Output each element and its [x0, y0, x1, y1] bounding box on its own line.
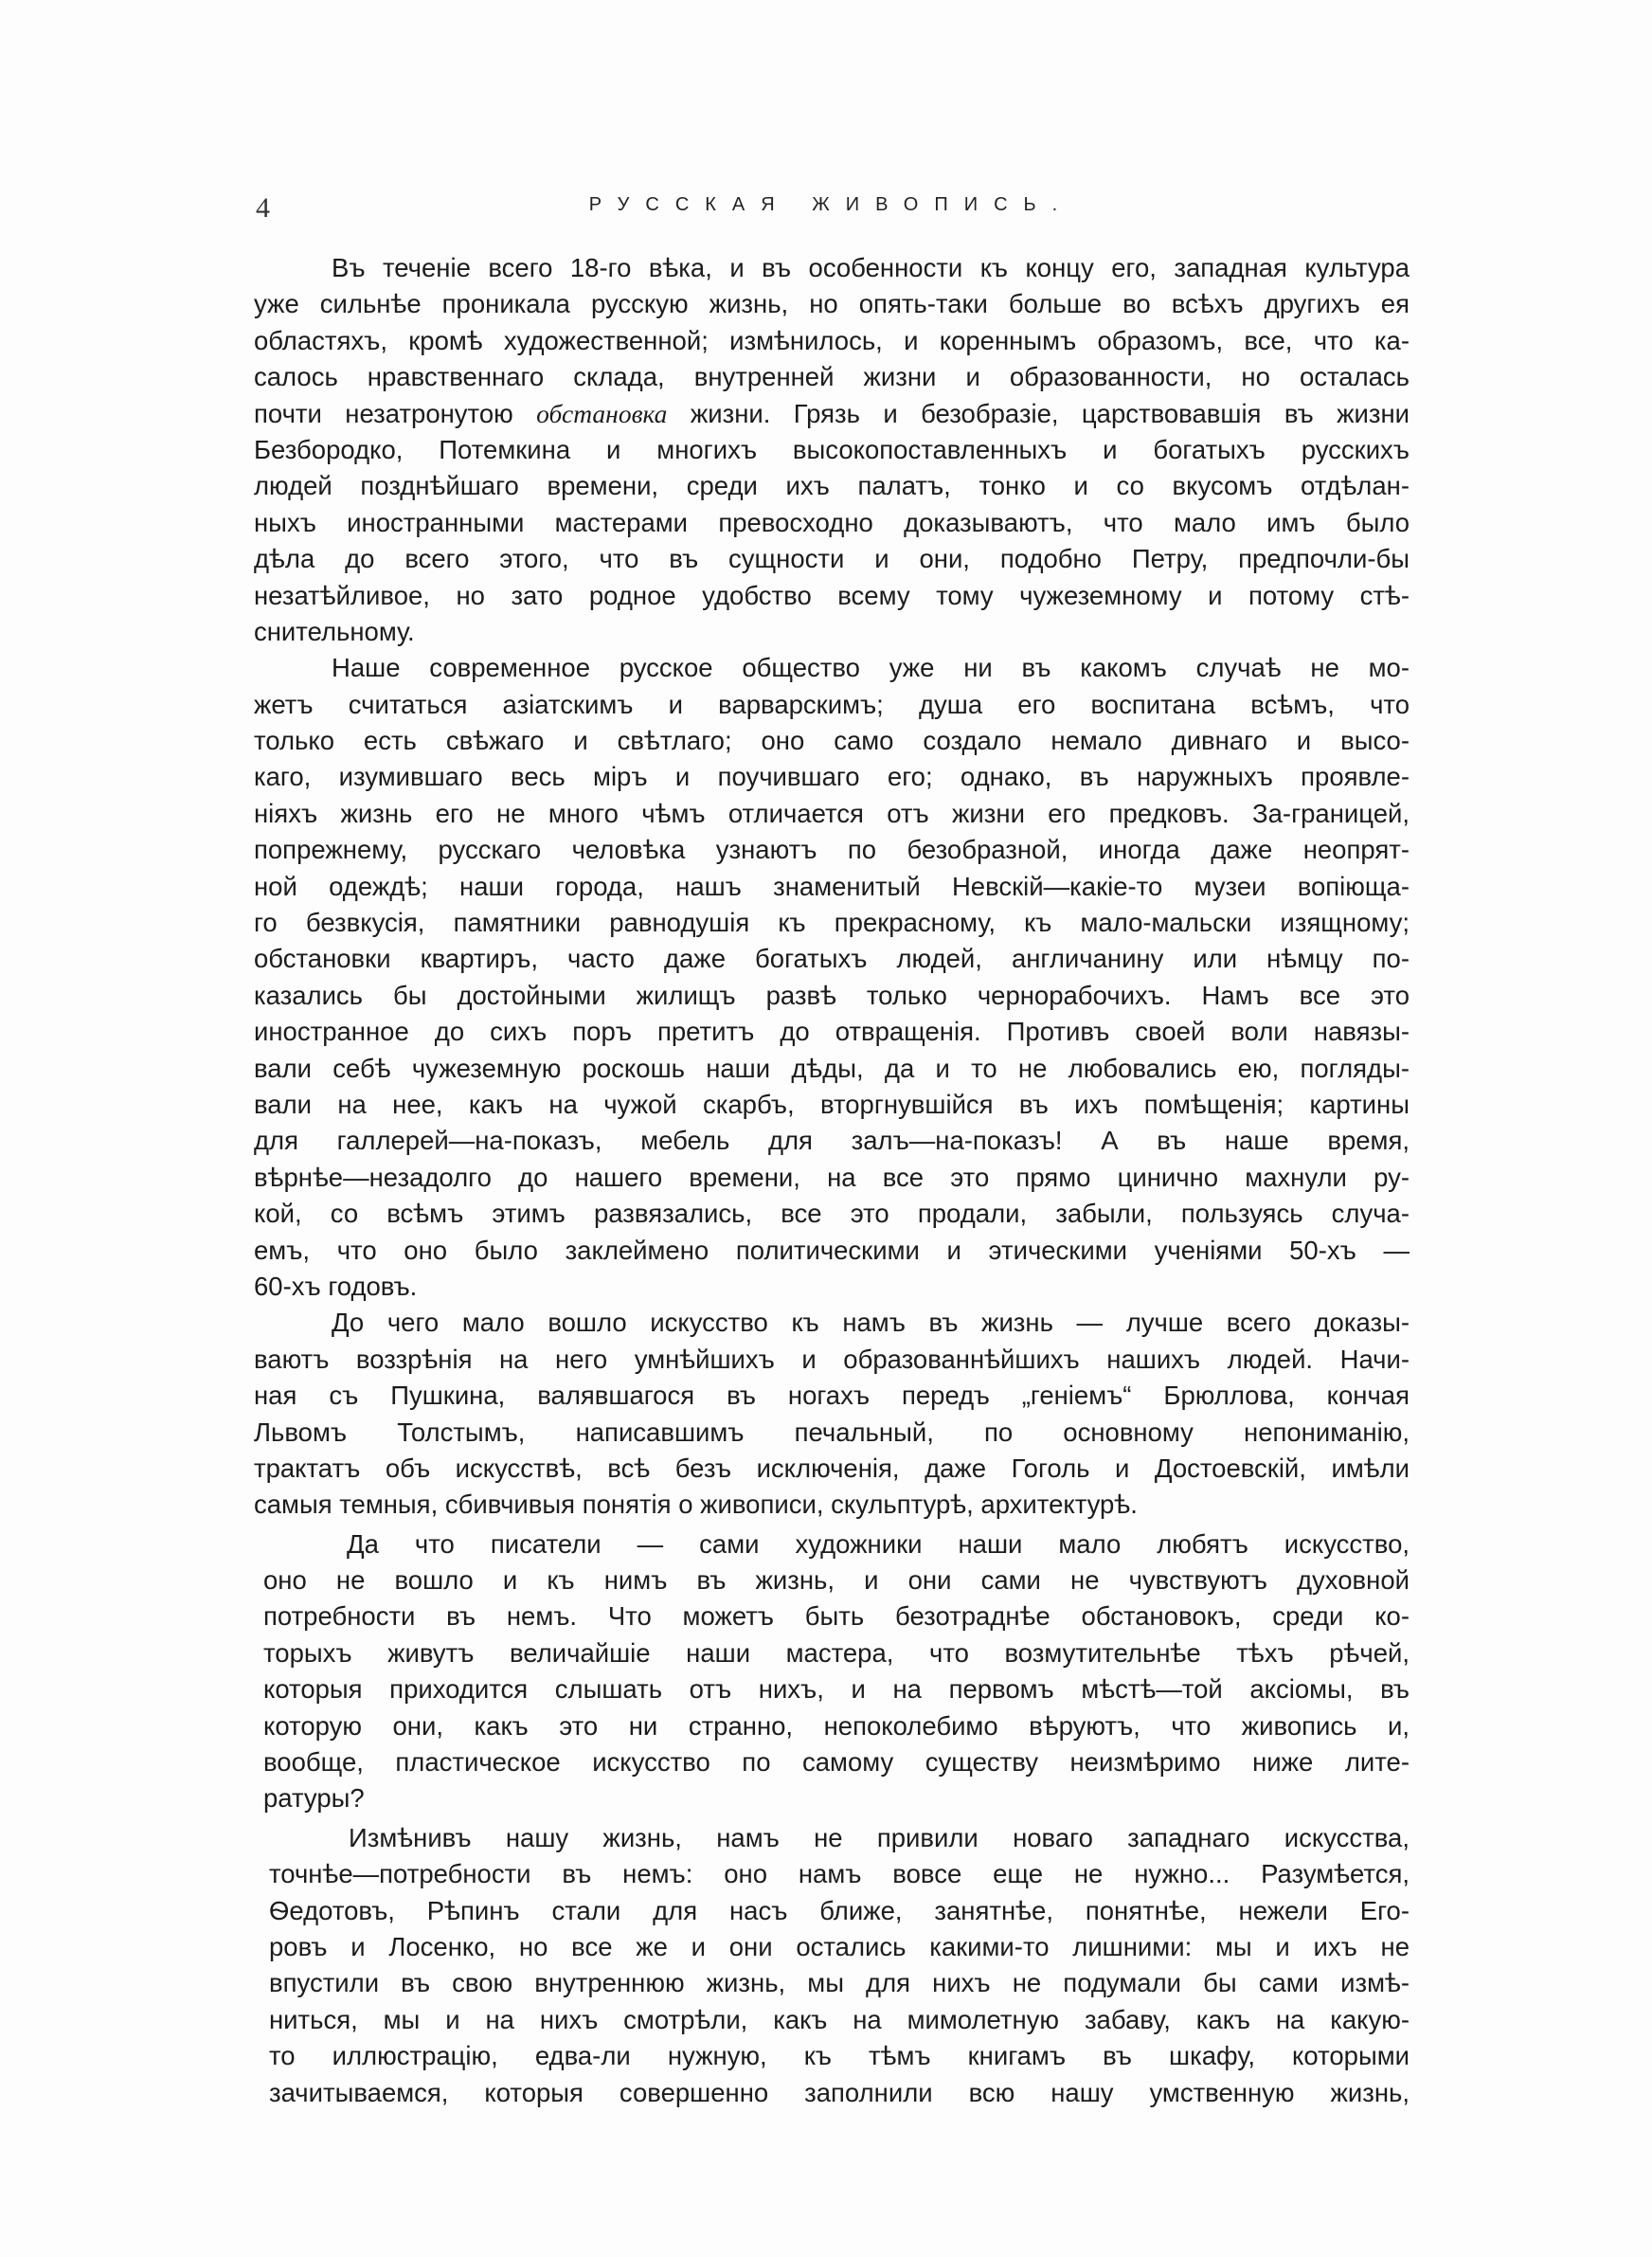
text-line: каго, изумившаго весь міръ и поучившаго его; однако, въ наружныхъ проявле- — [254, 762, 1410, 792]
text-line: вали на нее, какъ на чужой скарбъ, вторгнувшійся въ ихъ помѣщенія; картины — [254, 1089, 1410, 1119]
text-line: ныхъ иностранными мастерами превосходно доказываютъ, что мало имъ было — [254, 507, 1410, 537]
text-line: самыя темныя, сбивчивыя понятія о живописи, скульптурѣ, архитектурѣ. — [254, 1490, 1138, 1520]
text-line: только есть свѣжаго и свѣтлаго; оно само создало немало дивнаго и высо- — [254, 726, 1410, 756]
text-line: областяхъ, кромѣ художественной; измѣнилось, и кореннымъ образомъ, все, что ка- — [254, 325, 1410, 355]
paragraph-2 — [254, 650, 1410, 1305]
text-line: Въ теченіе всего 18-го вѣка, и въ особенности къ концу его, западная культура — [332, 253, 1410, 282]
text-line: торыхъ живутъ величайшіе наши мастера, что возмутительнѣе тѣхъ рѣчей, — [263, 1637, 1410, 1668]
text-line: Ѳедотовъ, Рѣпинъ стали для насъ ближе, занятнѣе, понятнѣе, нежели Его- — [269, 1895, 1410, 1925]
body-text — [254, 250, 1410, 2111]
text-line: оно не вошло и къ нимъ въ жизнь, и они сами не чувствуютъ духовной — [263, 1565, 1410, 1596]
text-line: ной одеждѣ; наши города, нашъ знаменитый Невскій—какіе-то музеи вопіюща- — [254, 871, 1410, 901]
paragraph-5 — [254, 1820, 1410, 2111]
text-line: снительному. — [254, 616, 415, 646]
text-line: ратуры? — [263, 1783, 365, 1814]
text-line: потребности въ немъ. Что можетъ быть безотраднѣе обстановокъ, среди ко- — [263, 1601, 1410, 1632]
text-line: До чего мало вошло искусство къ намъ въ жизнь — лучше всего доказы- — [332, 1308, 1410, 1338]
text-line: трактатъ объ искусствѣ, всѣ безъ исключенія, даже Гоголь и Достоевскій, имѣли — [254, 1453, 1410, 1483]
text-line: Наше современное русское общество уже ни въ какомъ случаѣ не мо- — [332, 653, 1410, 683]
text-line: уже сильнѣе проникала русскую жизнь, но опять-таки больше во всѣхъ другихъ ея — [254, 289, 1410, 319]
text-line: которыя приходится слышать отъ нихъ, и на первомъ мѣстѣ—той аксіомы, въ — [263, 1674, 1410, 1705]
text-line: для галлерей—на-показъ, мебель для залъ—на-показъ! А въ наше время, — [254, 1126, 1410, 1156]
paragraph-4 — [254, 1526, 1410, 1817]
paragraph-1 — [254, 250, 1410, 650]
text-line: жетъ считаться азіатскимъ и варварскимъ; душа его воспитана всѣмъ, что — [254, 689, 1410, 719]
page-number: 4 — [256, 192, 270, 224]
running-title: РУССКАЯ ЖИВОПИСЬ. — [588, 194, 1074, 215]
text-line: зачитываемся, которыя совершенно заполнили всю нашу умственную жизнь, — [269, 2077, 1410, 2107]
text-line: вѣрнѣе—незадолго до нашего времени, на все это прямо цинично махнули ру- — [254, 1162, 1410, 1192]
text-line: салось нравственнаго склада, внутренней жизни и образованности, но осталась — [254, 362, 1410, 392]
text-line: ровъ и Лосенко, но все же и они остались какими-то лишними: мы и ихъ не — [269, 1931, 1410, 1961]
text-line: емъ, что оно было заклеймено политическими и этическими ученіями 50-хъ — — [254, 1235, 1410, 1265]
text-line: то иллюстрацію, едва-ли нужную, къ тѣмъ книгамъ въ шкафу, которыми — [269, 2041, 1410, 2071]
text-line: впустили въ свою внутреннюю жизнь, мы для нихъ не подумали бы сами измѣ- — [269, 1968, 1410, 1998]
text-line: дѣла до всего этого, что въ сущности и они, подобно Петру, предпочли-бы — [254, 544, 1410, 574]
text-line: людей позднѣйшаго времени, среди ихъ палатъ, тонко и со вкусомъ отдѣлан- — [254, 471, 1410, 501]
text-line: казались бы достойными жилищъ развѣ только чернорабочихъ. Намъ все это — [254, 980, 1410, 1010]
text-fragment: жизни. Грязь и безобразіе, царствовавшія въ жизни — [690, 398, 1410, 428]
text-line: иностранное до сихъ поръ претитъ до отвращенія. Противъ своей воли навязы- — [254, 1017, 1410, 1047]
text-fragment: почти незатронутою — [254, 398, 513, 428]
text-line: вали себѣ чужеземную роскошь наши дѣды, да и то не любовались ею, погляды- — [254, 1053, 1410, 1083]
text-line: Львомъ Толстымъ, написавшимъ печальный, по основному непониманію, — [254, 1417, 1410, 1447]
emphasized-word: обстановка — [536, 398, 668, 428]
text-line: точнѣе—потребности въ немъ: оно намъ вовсе еще не нужно... Разумѣется, — [269, 1859, 1410, 1889]
text-line: ніяхъ жизнь его не много чѣмъ отличается отъ жизни его предковъ. За-границей, — [254, 798, 1410, 828]
text-line: Измѣнивъ нашу жизнь, намъ не привили новаго западнаго искусства, — [349, 1822, 1410, 1852]
text-line: попрежнему, русскаго человѣка узнаютъ по безобразной, иногда даже неопрят- — [254, 835, 1410, 865]
text-line: кой, со всѣмъ этимъ развязались, все это продали, забыли, пользуясь случа- — [254, 1199, 1410, 1229]
text-line — [254, 396, 1410, 432]
text-line: ная съ Пушкина, валявшагося въ ногахъ передъ „геніемъ“ Брюллова, кончая — [254, 1381, 1410, 1411]
text-line: го безвкусія, памятники равнодушія къ прекрасному, къ мало-мальски изящному; — [254, 908, 1410, 938]
text-line: обстановки квартиръ, часто даже богатыхъ людей, англичанину или нѣмцу по- — [254, 944, 1410, 974]
text-line: ниться, мы и на нихъ смотрѣли, какъ на мимолетную забаву, какъ на какую- — [269, 2004, 1410, 2034]
text-line: которую они, какъ это ни странно, непоколебимо вѣруютъ, что живопись и, — [263, 1710, 1410, 1741]
text-line: 60-хъ годовъ. — [254, 1271, 418, 1301]
text-line: Безбородко, Потемкина и многихъ высокопоставленныхъ и богатыхъ русскихъ — [254, 434, 1410, 464]
paragraph-3 — [254, 1305, 1410, 1523]
text-line: вообще, пластическое искусство по самому существу неизмѣримо ниже лите- — [263, 1747, 1410, 1778]
text-line: Да что писатели — сами художники наши мало любятъ искусство, — [347, 1528, 1410, 1559]
text-line: ваютъ воззрѣнія на него умнѣйшихъ и образованнѣйшихъ нашихъ людей. Начи- — [254, 1344, 1410, 1374]
page-header — [256, 192, 1407, 230]
text-line: незатѣйливое, но зато родное удобство всему тому чужеземному и потому стѣ- — [254, 580, 1410, 610]
